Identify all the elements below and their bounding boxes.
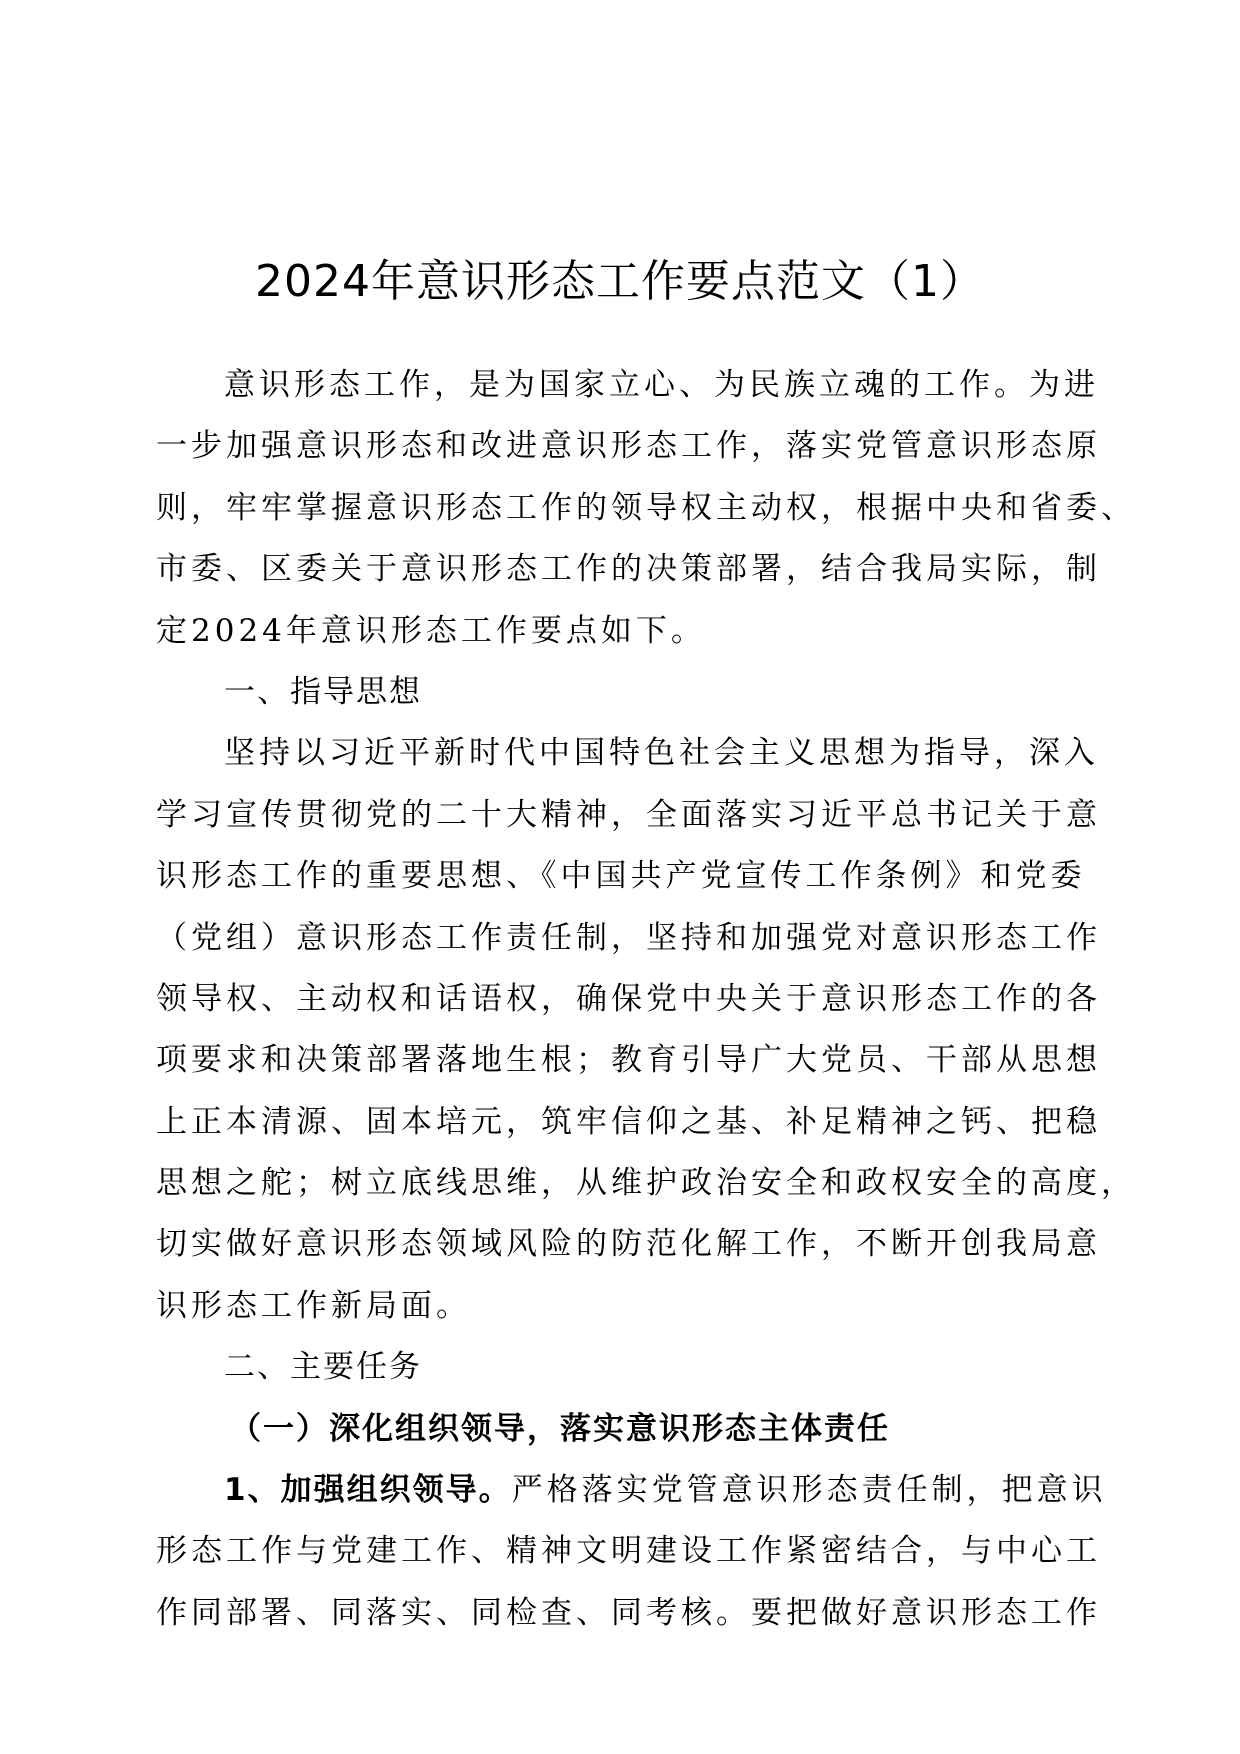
section1-line: 切实做好意识形态领域风险的防范化解工作，不断开创我局意 [156,1226,1101,1263]
section1-line: 项要求和决策部署落地生根；教育引导广大党员、干部从思想 [156,1042,1101,1079]
document-title: 2024年意识形态工作要点范文（1） [255,256,985,307]
intro-line: 意识形态工作，是为国家立心、为民族立魂的工作。为进 [224,367,1099,403]
section1-line: 思想之舵；树立底线思维，从维护政治安全和政权安全的高度， [156,1165,1136,1202]
item1-line: 形态工作与党建工作、精神文明建设工作紧密结合，与中心工 [156,1533,1101,1570]
item1-text: 严格落实党管意识形态责任制，把意识 [511,1472,1107,1509]
section-heading-guiding-thought: 一、指导思想 [224,673,422,710]
section-heading-main-tasks: 二、主要任务 [224,1349,422,1386]
section1-line: 识形态工作新局面。 [156,1287,471,1324]
item1-lead: 1、加强组织领导。 [224,1472,512,1509]
intro-line: 市委、区委关于意识形态工作的决策部署，结合我局实际，制 [156,551,1101,588]
section1-line: 坚持以习近平新时代中国特色社会主义思想为指导，深入 [224,735,1099,772]
intro-line: 定2024年意识形态工作要点如下。 [156,612,706,649]
intro-line: 则，牢牢掌握意识形态工作的领导权主动权，根据中央和省委、 [156,489,1136,526]
section1-line: 上正本清源、固本培元，筑牢信仰之基、补足精神之钙、把稳 [156,1103,1101,1140]
section1-line: 学习宣传贯彻党的二十大精神，全面落实习近平总书记关于意 [156,796,1101,833]
intro-line: 一步加强意识形态和改进意识形态工作，落实党管意识形态原 [156,428,1101,465]
item1-line: 作同部署、同落实、同检查、同考核。要把做好意识形态工作 [156,1594,1101,1631]
section1-line: （党组）意识形态工作责任制，坚持和加强党对意识形态工作 [156,919,1101,956]
subsection-heading: （一）深化组织领导，落实意识形态主体责任 [230,1410,890,1447]
document-body [156,355,1136,1644]
section1-line: 领导权、主动权和话语权，确保党中央关于意识形态工作的各 [156,980,1101,1017]
section1-line: 识形态工作的重要思想、《中国共产党宣传工作条例》和党委 [156,858,1086,895]
item1-first-line [156,1460,1107,1521]
